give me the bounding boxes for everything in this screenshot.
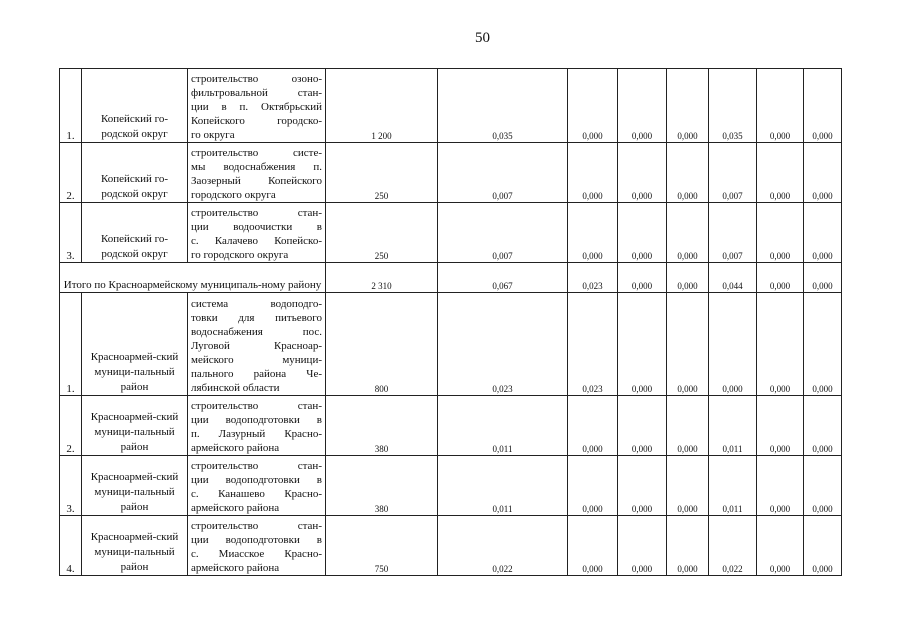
- org-name: Копейский го-родской округ: [82, 203, 188, 263]
- row-number: 2.: [60, 143, 82, 203]
- value-cell: 0,000: [618, 293, 667, 396]
- desc-line: водоснабжения пос.: [191, 326, 322, 338]
- row-number: 1.: [60, 293, 82, 396]
- desc-line: лябинской области: [191, 382, 280, 394]
- desc-line: армейского района: [191, 502, 280, 514]
- table-row: [60, 396, 842, 456]
- desc-line: п. Лазурный Красно-: [191, 428, 322, 440]
- desc-line: армейского района: [191, 442, 280, 454]
- value-cell: 0,000: [757, 456, 804, 516]
- value-cell: 250: [326, 143, 438, 203]
- project-description: [188, 203, 326, 263]
- value-cell: 0,000: [568, 456, 618, 516]
- value-cell: 0,000: [568, 396, 618, 456]
- row-number: 1.: [60, 69, 82, 143]
- desc-line: система водоподго-: [191, 298, 322, 310]
- value-cell: 0,000: [804, 456, 842, 516]
- table-row: [60, 69, 842, 143]
- value-cell: 0,035: [709, 69, 757, 143]
- value-cell: 0,000: [804, 143, 842, 203]
- table-row: [60, 516, 842, 576]
- table-row: [60, 143, 842, 203]
- value-cell: 0,000: [757, 263, 804, 293]
- desc-line: товки для питьевого: [191, 312, 322, 324]
- value-cell: 0,000: [618, 456, 667, 516]
- value-cell: 0,000: [618, 516, 667, 576]
- value-cell: 0,000: [667, 69, 709, 143]
- value-cell: 0,000: [804, 263, 842, 293]
- value-cell: 0,000: [568, 516, 618, 576]
- desc-line: с. Миасское Красно-: [191, 548, 322, 560]
- row-number: 3.: [60, 203, 82, 263]
- value-cell: 0,000: [709, 293, 757, 396]
- value-cell: 0,000: [804, 516, 842, 576]
- value-cell: 1 200: [326, 69, 438, 143]
- value-cell: 0,000: [757, 203, 804, 263]
- value-cell: 0,000: [667, 263, 709, 293]
- value-cell: 0,007: [709, 143, 757, 203]
- value-cell: 0,000: [568, 203, 618, 263]
- desc-line: армейского района: [191, 562, 280, 574]
- value-cell: 0,000: [667, 396, 709, 456]
- desc-line: строительство стан-: [191, 520, 322, 532]
- desc-line: строительство стан-: [191, 460, 322, 472]
- value-cell: 0,007: [438, 143, 568, 203]
- desc-line: ции водоочистки в: [191, 221, 322, 233]
- org-name: Красноармей-ский муници-пальный район: [82, 293, 188, 396]
- desc-line: с. Канашево Красно-: [191, 488, 322, 500]
- org-name: Красноармей-ский муници-пальный район: [82, 516, 188, 576]
- value-cell: 0,023: [568, 263, 618, 293]
- desc-line: ции водоподготовки в: [191, 414, 322, 426]
- value-cell: 0,035: [438, 69, 568, 143]
- value-cell: 0,023: [568, 293, 618, 396]
- value-cell: 0,000: [618, 203, 667, 263]
- value-cell: 0,000: [667, 203, 709, 263]
- project-description: [188, 69, 326, 143]
- value-cell: 0,000: [618, 263, 667, 293]
- value-cell: 0,007: [709, 203, 757, 263]
- org-name: Копейский го-родской округ: [82, 143, 188, 203]
- table-row: [60, 456, 842, 516]
- value-cell: 0,000: [804, 396, 842, 456]
- desc-line: мы водоснабжения п.: [191, 161, 322, 173]
- value-cell: 0,000: [804, 69, 842, 143]
- row-number: 3.: [60, 456, 82, 516]
- desc-line: городского округа: [191, 189, 276, 201]
- desc-line: строительство стан-: [191, 207, 322, 219]
- value-cell: 0,044: [709, 263, 757, 293]
- org-name: Копейский го-родской округ: [82, 69, 188, 143]
- desc-line: го городского округа: [191, 249, 289, 261]
- value-cell: 0,000: [667, 293, 709, 396]
- value-cell: 380: [326, 456, 438, 516]
- value-cell: 0,000: [757, 293, 804, 396]
- row-number: 2.: [60, 396, 82, 456]
- project-description: [188, 143, 326, 203]
- value-cell: 0,007: [438, 203, 568, 263]
- project-description: [188, 516, 326, 576]
- value-cell: 0,000: [667, 456, 709, 516]
- table-row: [60, 203, 842, 263]
- desc-line: Луговой Красноар-: [191, 340, 322, 352]
- desc-line: строительство озоно-: [191, 73, 322, 85]
- desc-line: ции водоподготовки в: [191, 474, 322, 486]
- desc-line: ции в п. Октябрьский: [191, 101, 322, 113]
- desc-line: фильтровальной стан-: [191, 87, 322, 99]
- value-cell: 0,011: [438, 396, 568, 456]
- desc-line: пального района Че-: [191, 368, 322, 380]
- value-cell: 250: [326, 203, 438, 263]
- desc-line: Копейского городско-: [191, 115, 322, 127]
- total-row: [60, 263, 842, 293]
- org-name: Красноармей-ский муници-пальный район: [82, 456, 188, 516]
- value-cell: 0,000: [568, 69, 618, 143]
- value-cell: 380: [326, 396, 438, 456]
- page-number: 50: [475, 30, 490, 46]
- value-cell: 0,022: [709, 516, 757, 576]
- desc-line: с. Калачево Копейско-: [191, 235, 322, 247]
- total-label: Итого по Красноармейскому муниципаль-ному району: [60, 263, 326, 293]
- value-cell: 0,023: [438, 293, 568, 396]
- value-cell: 0,011: [438, 456, 568, 516]
- value-cell: 750: [326, 516, 438, 576]
- table-row: [60, 293, 842, 396]
- value-cell: 0,000: [804, 203, 842, 263]
- desc-line: го округа: [191, 129, 235, 141]
- desc-line: строительство стан-: [191, 400, 322, 412]
- desc-line: строительство систе-: [191, 147, 322, 159]
- org-name: Красноармей-ский муници-пальный район: [82, 396, 188, 456]
- value-cell: 2 310: [326, 263, 438, 293]
- value-cell: 0,000: [757, 143, 804, 203]
- value-cell: 0,000: [757, 69, 804, 143]
- value-cell: 0,011: [709, 456, 757, 516]
- value-cell: 0,000: [618, 69, 667, 143]
- value-cell: 0,000: [667, 143, 709, 203]
- value-cell: 0,000: [568, 143, 618, 203]
- row-number: 4.: [60, 516, 82, 576]
- value-cell: 0,067: [438, 263, 568, 293]
- value-cell: 800: [326, 293, 438, 396]
- data-table: [59, 68, 842, 576]
- value-cell: 0,000: [757, 396, 804, 456]
- value-cell: 0,022: [438, 516, 568, 576]
- value-cell: 0,000: [804, 293, 842, 396]
- desc-line: Заозерный Копейского: [191, 175, 322, 187]
- project-description: [188, 456, 326, 516]
- value-cell: 0,000: [757, 516, 804, 576]
- value-cell: 0,011: [709, 396, 757, 456]
- project-description: [188, 293, 326, 396]
- value-cell: 0,000: [667, 516, 709, 576]
- desc-line: мейского муници-: [191, 354, 322, 366]
- value-cell: 0,000: [618, 396, 667, 456]
- value-cell: 0,000: [618, 143, 667, 203]
- desc-line: ции водоподготовки в: [191, 534, 322, 546]
- project-description: [188, 396, 326, 456]
